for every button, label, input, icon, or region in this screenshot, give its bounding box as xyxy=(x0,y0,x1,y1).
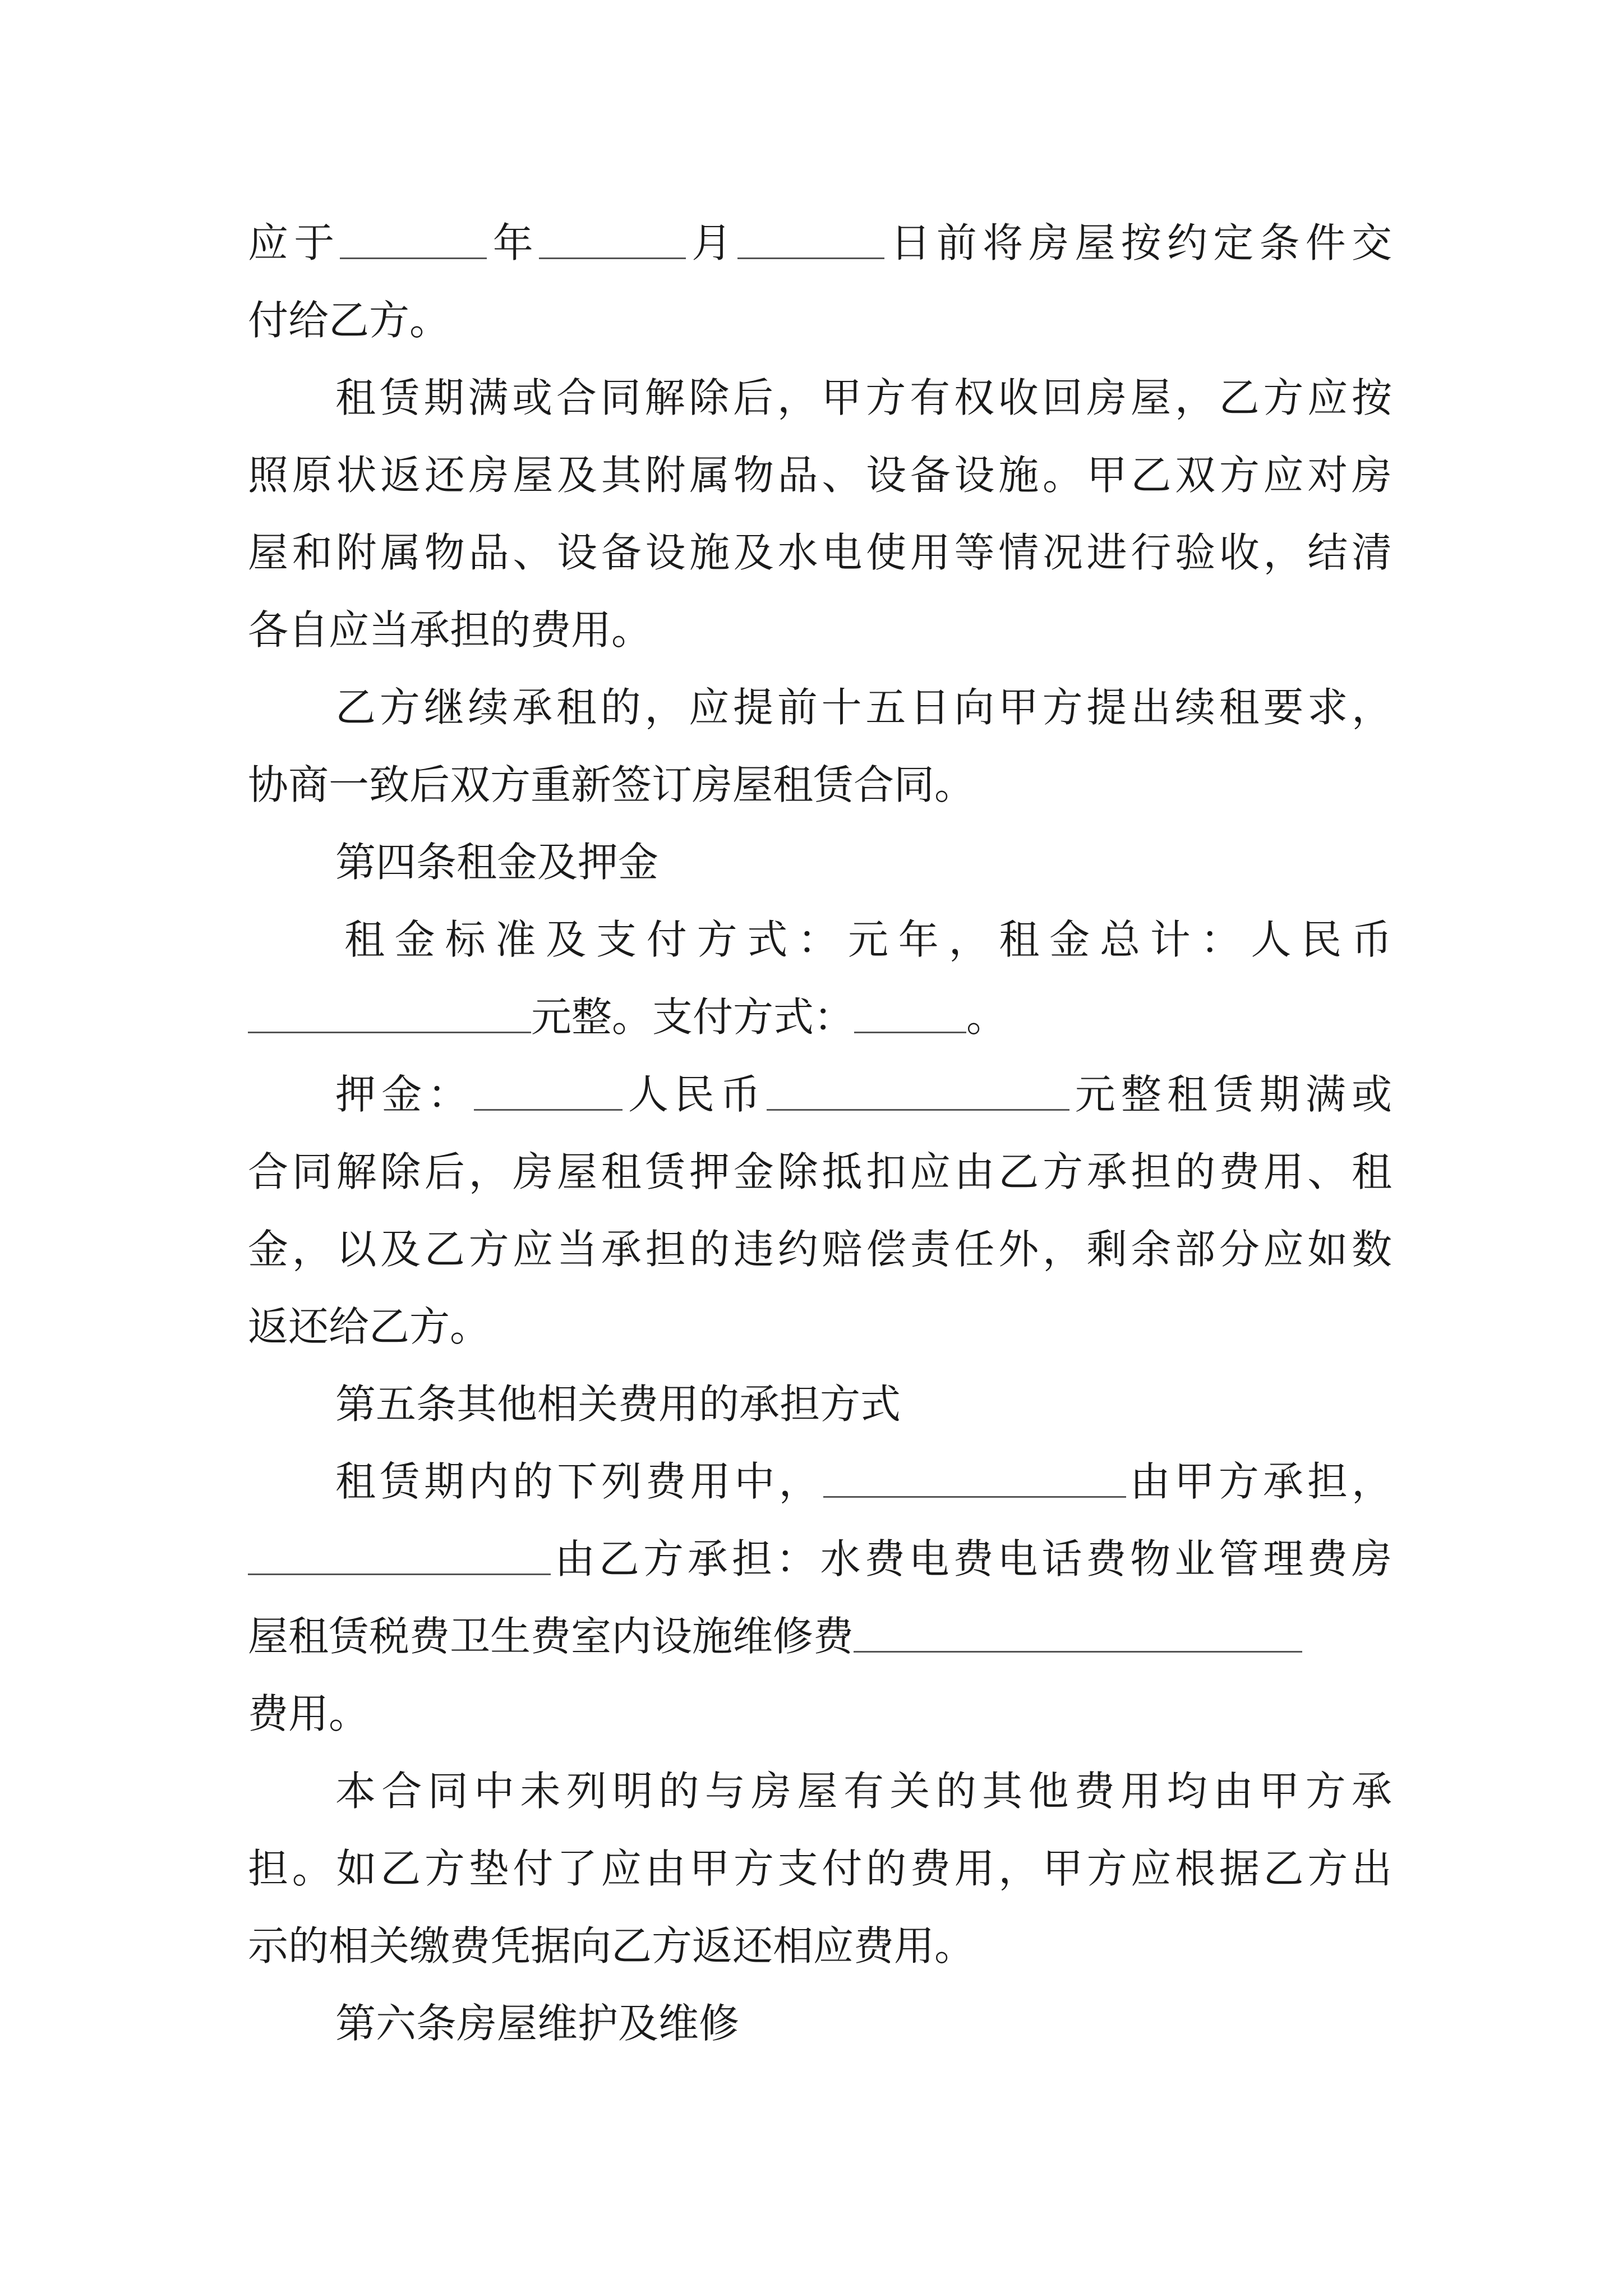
text-segment: 租赁期内的下列费用中， xyxy=(335,1458,823,1505)
text-segment: 人民币 xyxy=(622,1071,767,1118)
text-segment: 元整租赁期满或 xyxy=(1069,1071,1392,1118)
text-line: 照原状返还房屋及其附属物品、设备设施。甲乙双方应对房 xyxy=(248,452,1392,499)
text-segment: 由乙方承担：水费电费电话费物业管理费房 xyxy=(551,1535,1392,1582)
text-segment: 元整。支付方式： xyxy=(531,993,855,1041)
text-segment: 屋租赁税费卫生费室内设施维修费 xyxy=(248,1613,854,1660)
text-line: 返还给乙方。 xyxy=(248,1303,491,1350)
text-line xyxy=(248,1600,1392,1673)
fill-blank[interactable] xyxy=(340,221,487,259)
section-heading: 第四条租金及押金 xyxy=(335,839,659,886)
text-segment: 应于 xyxy=(248,219,340,266)
fill-blank[interactable] xyxy=(854,995,966,1033)
fill-blank[interactable] xyxy=(854,1614,1302,1653)
text-line: 合同解除后，房屋租赁押金除抵扣应由乙方承担的费用、租 xyxy=(248,1148,1392,1195)
text-line xyxy=(248,1445,1392,1518)
text-segment: 由甲方承担， xyxy=(1126,1458,1392,1505)
text-line: 担。如乙方垫付了应由甲方支付的费用，甲方应根据乙方出 xyxy=(248,1845,1392,1892)
text-segment: 年 xyxy=(487,219,539,266)
section-heading: 第五条其他相关费用的承担方式 xyxy=(335,1381,901,1428)
text-segment: 。 xyxy=(966,993,1007,1041)
fill-blank[interactable] xyxy=(248,1537,551,1575)
text-line xyxy=(248,1058,1392,1131)
text-line: 各自应当承担的费用。 xyxy=(248,606,652,654)
text-line: 乙方继续承租的，应提前十五日向甲方提出续租要求， xyxy=(335,684,1392,731)
text-line: 本合同中未列明的与房屋有关的其他费用均由甲方承 xyxy=(335,1768,1392,1815)
text-line xyxy=(248,206,1392,279)
text-line xyxy=(248,981,1392,1053)
fill-blank[interactable] xyxy=(737,221,884,259)
section-heading: 第六条房屋维护及维修 xyxy=(335,2000,740,2047)
text-line: 租金标准及支付方式：元年，租金总计：人民币 xyxy=(344,916,1392,963)
fill-blank[interactable] xyxy=(823,1460,1126,1498)
text-line: 费用。 xyxy=(248,1690,370,1737)
fill-blank[interactable] xyxy=(474,1073,623,1111)
text-line: 付给乙方。 xyxy=(248,297,450,344)
text-line: 金，以及乙方应当承担的违约赔偿责任外，剩余部分应如数 xyxy=(248,1226,1392,1273)
text-line: 示的相关缴费凭据向乙方返还相应费用。 xyxy=(248,1922,975,1970)
text-segment: 日前将房屋按约定条件交 xyxy=(884,219,1392,266)
text-line: 协商一致后双方重新签订房屋租赁合同。 xyxy=(248,761,975,808)
text-line: 屋和附属物品、设备设施及水电使用等情况进行验收，结清 xyxy=(248,529,1392,576)
text-line xyxy=(248,1522,1392,1595)
text-segment: 押金： xyxy=(335,1071,474,1118)
fill-blank[interactable] xyxy=(539,221,686,259)
fill-blank[interactable] xyxy=(767,1073,1069,1111)
text-line: 租赁期满或合同解除后，甲方有权收回房屋，乙方应按 xyxy=(335,374,1392,421)
text-segment: 月 xyxy=(685,219,738,266)
fill-blank[interactable] xyxy=(248,995,531,1033)
